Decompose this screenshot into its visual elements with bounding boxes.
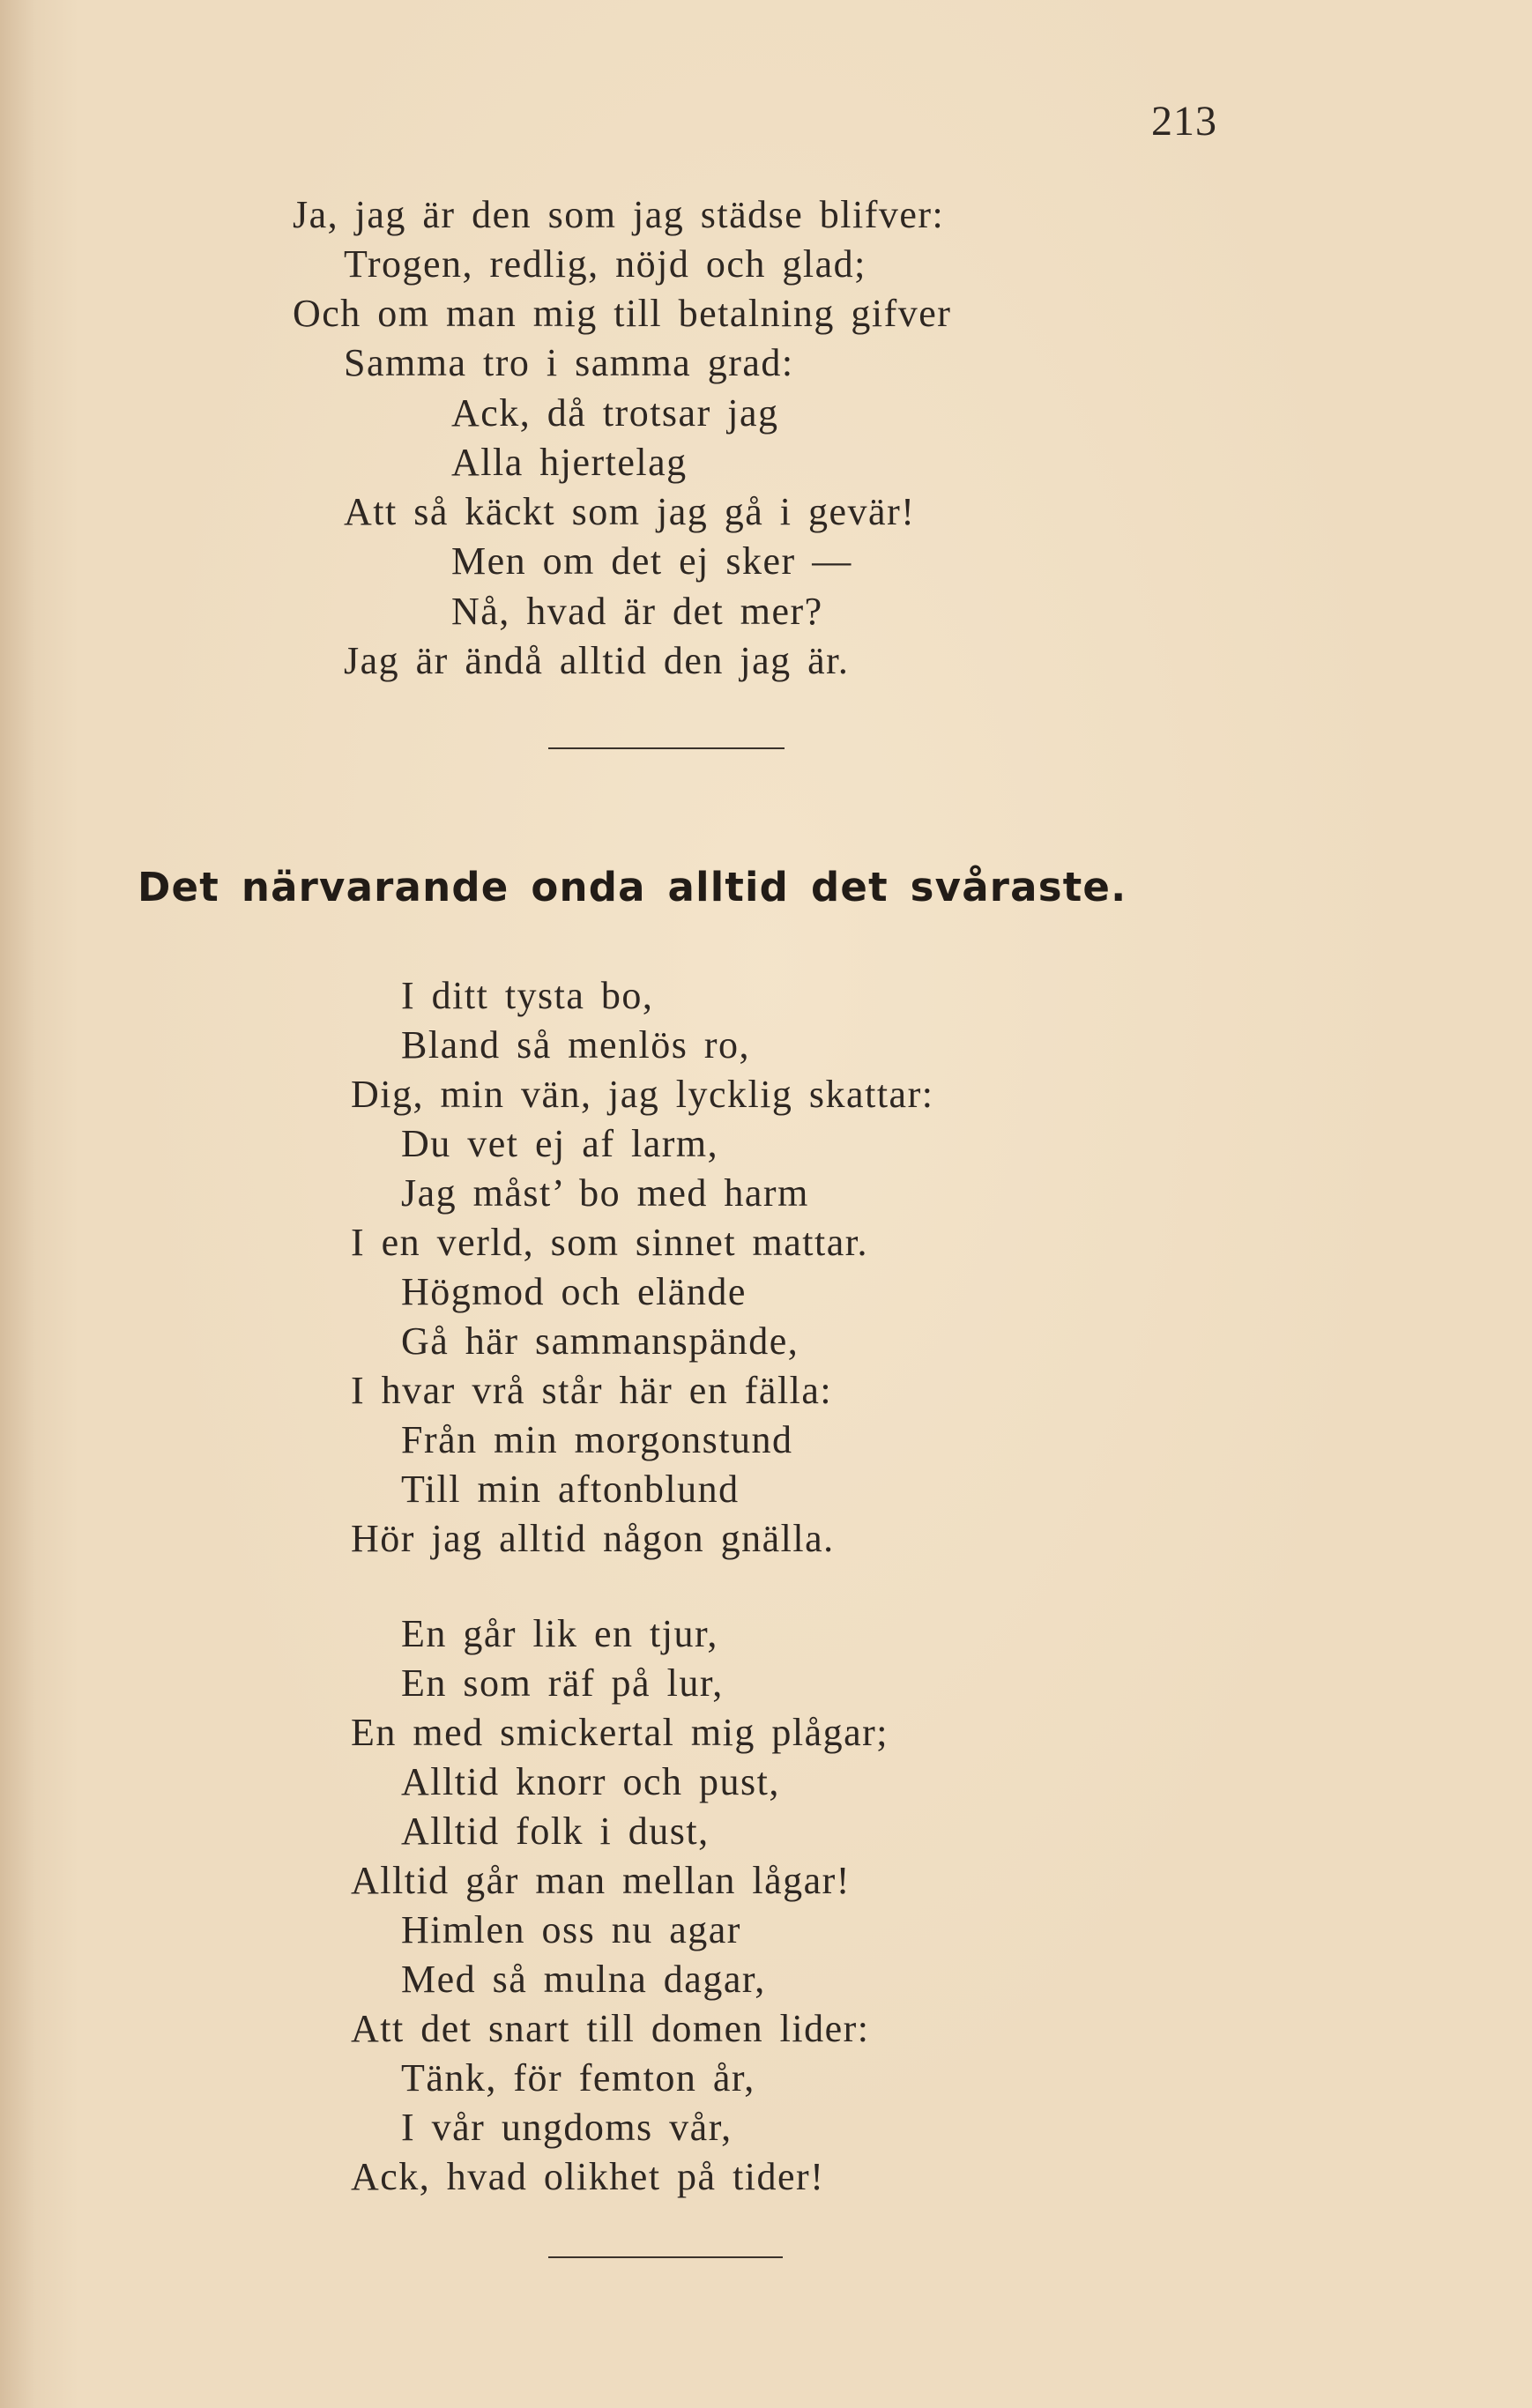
poem-line: Alltid går man mellan lågar! [351, 1859, 851, 1902]
poem-line: Med så mulna dagar, [401, 1958, 766, 2001]
poem-line: En med smickertal mig plågar; [351, 1711, 889, 1754]
poem-line: I vår ungdoms vår, [401, 2106, 733, 2149]
poem-line: Från min morgonstund [401, 1418, 793, 1461]
poem-line: Trogen, redlig, nöjd och glad; [344, 242, 866, 286]
poem-line: Dig, min vän, jag lycklig skattar: [351, 1073, 934, 1116]
poem-line: Ack, då trotsar jag [451, 391, 779, 435]
poem-line: Gå här sammanspände, [401, 1319, 799, 1363]
poem-line: Hör jag alltid någon gnälla. [351, 1517, 835, 1560]
poem-line: Att så käckt som jag gå i gevär! [344, 490, 916, 533]
poem-line: I ditt tysta bo, [401, 974, 654, 1017]
poem-line: Högmod och elände [401, 1270, 747, 1313]
poem-line: Ack, hvad olikhet på tider! [351, 2155, 825, 2198]
poem-line: Tänk, för femton år, [401, 2056, 755, 2100]
poem-title: Det närvarande onda alltid det svåraste. [138, 864, 1127, 910]
section-divider [548, 2256, 783, 2258]
poem-line: Bland så menlös ro, [401, 1023, 751, 1067]
poem-line: Alltid knorr och pust, [401, 1760, 780, 1803]
poem-line: En går lik en tjur, [401, 1612, 718, 1655]
poem-line: Nå, hvad är det mer? [451, 590, 823, 633]
poem-line: Samma tro i samma grad: [344, 341, 794, 384]
poem-line: I en verld, som sinnet mattar. [351, 1221, 868, 1264]
poem-line: Men om det ej sker — [451, 539, 852, 583]
page-number: 213 [1151, 98, 1217, 145]
poem-line: Alltid folk i dust, [401, 1810, 710, 1853]
poem-line: Himlen oss nu agar [401, 1908, 741, 1951]
poem-line: Till min aftonblund [401, 1468, 740, 1511]
section-divider [548, 747, 785, 749]
poem-line: Alla hjertelag [451, 441, 688, 484]
poem-line: Att det snart till domen lider: [351, 2007, 870, 2050]
poem-line: I hvar vrå står här en fälla: [351, 1369, 833, 1412]
poem-line: Ja, jag är den som jag städse blifver: [293, 193, 945, 236]
poem-line: En som räf på lur, [401, 1661, 724, 1705]
poem-line: Jag är ändå alltid den jag är. [344, 639, 850, 682]
poem-line: Du vet ej af larm, [401, 1122, 719, 1165]
poem-line: Jag måst’ bo med harm [401, 1171, 809, 1215]
poem-line: Och om man mig till betalning gifver [293, 292, 952, 335]
